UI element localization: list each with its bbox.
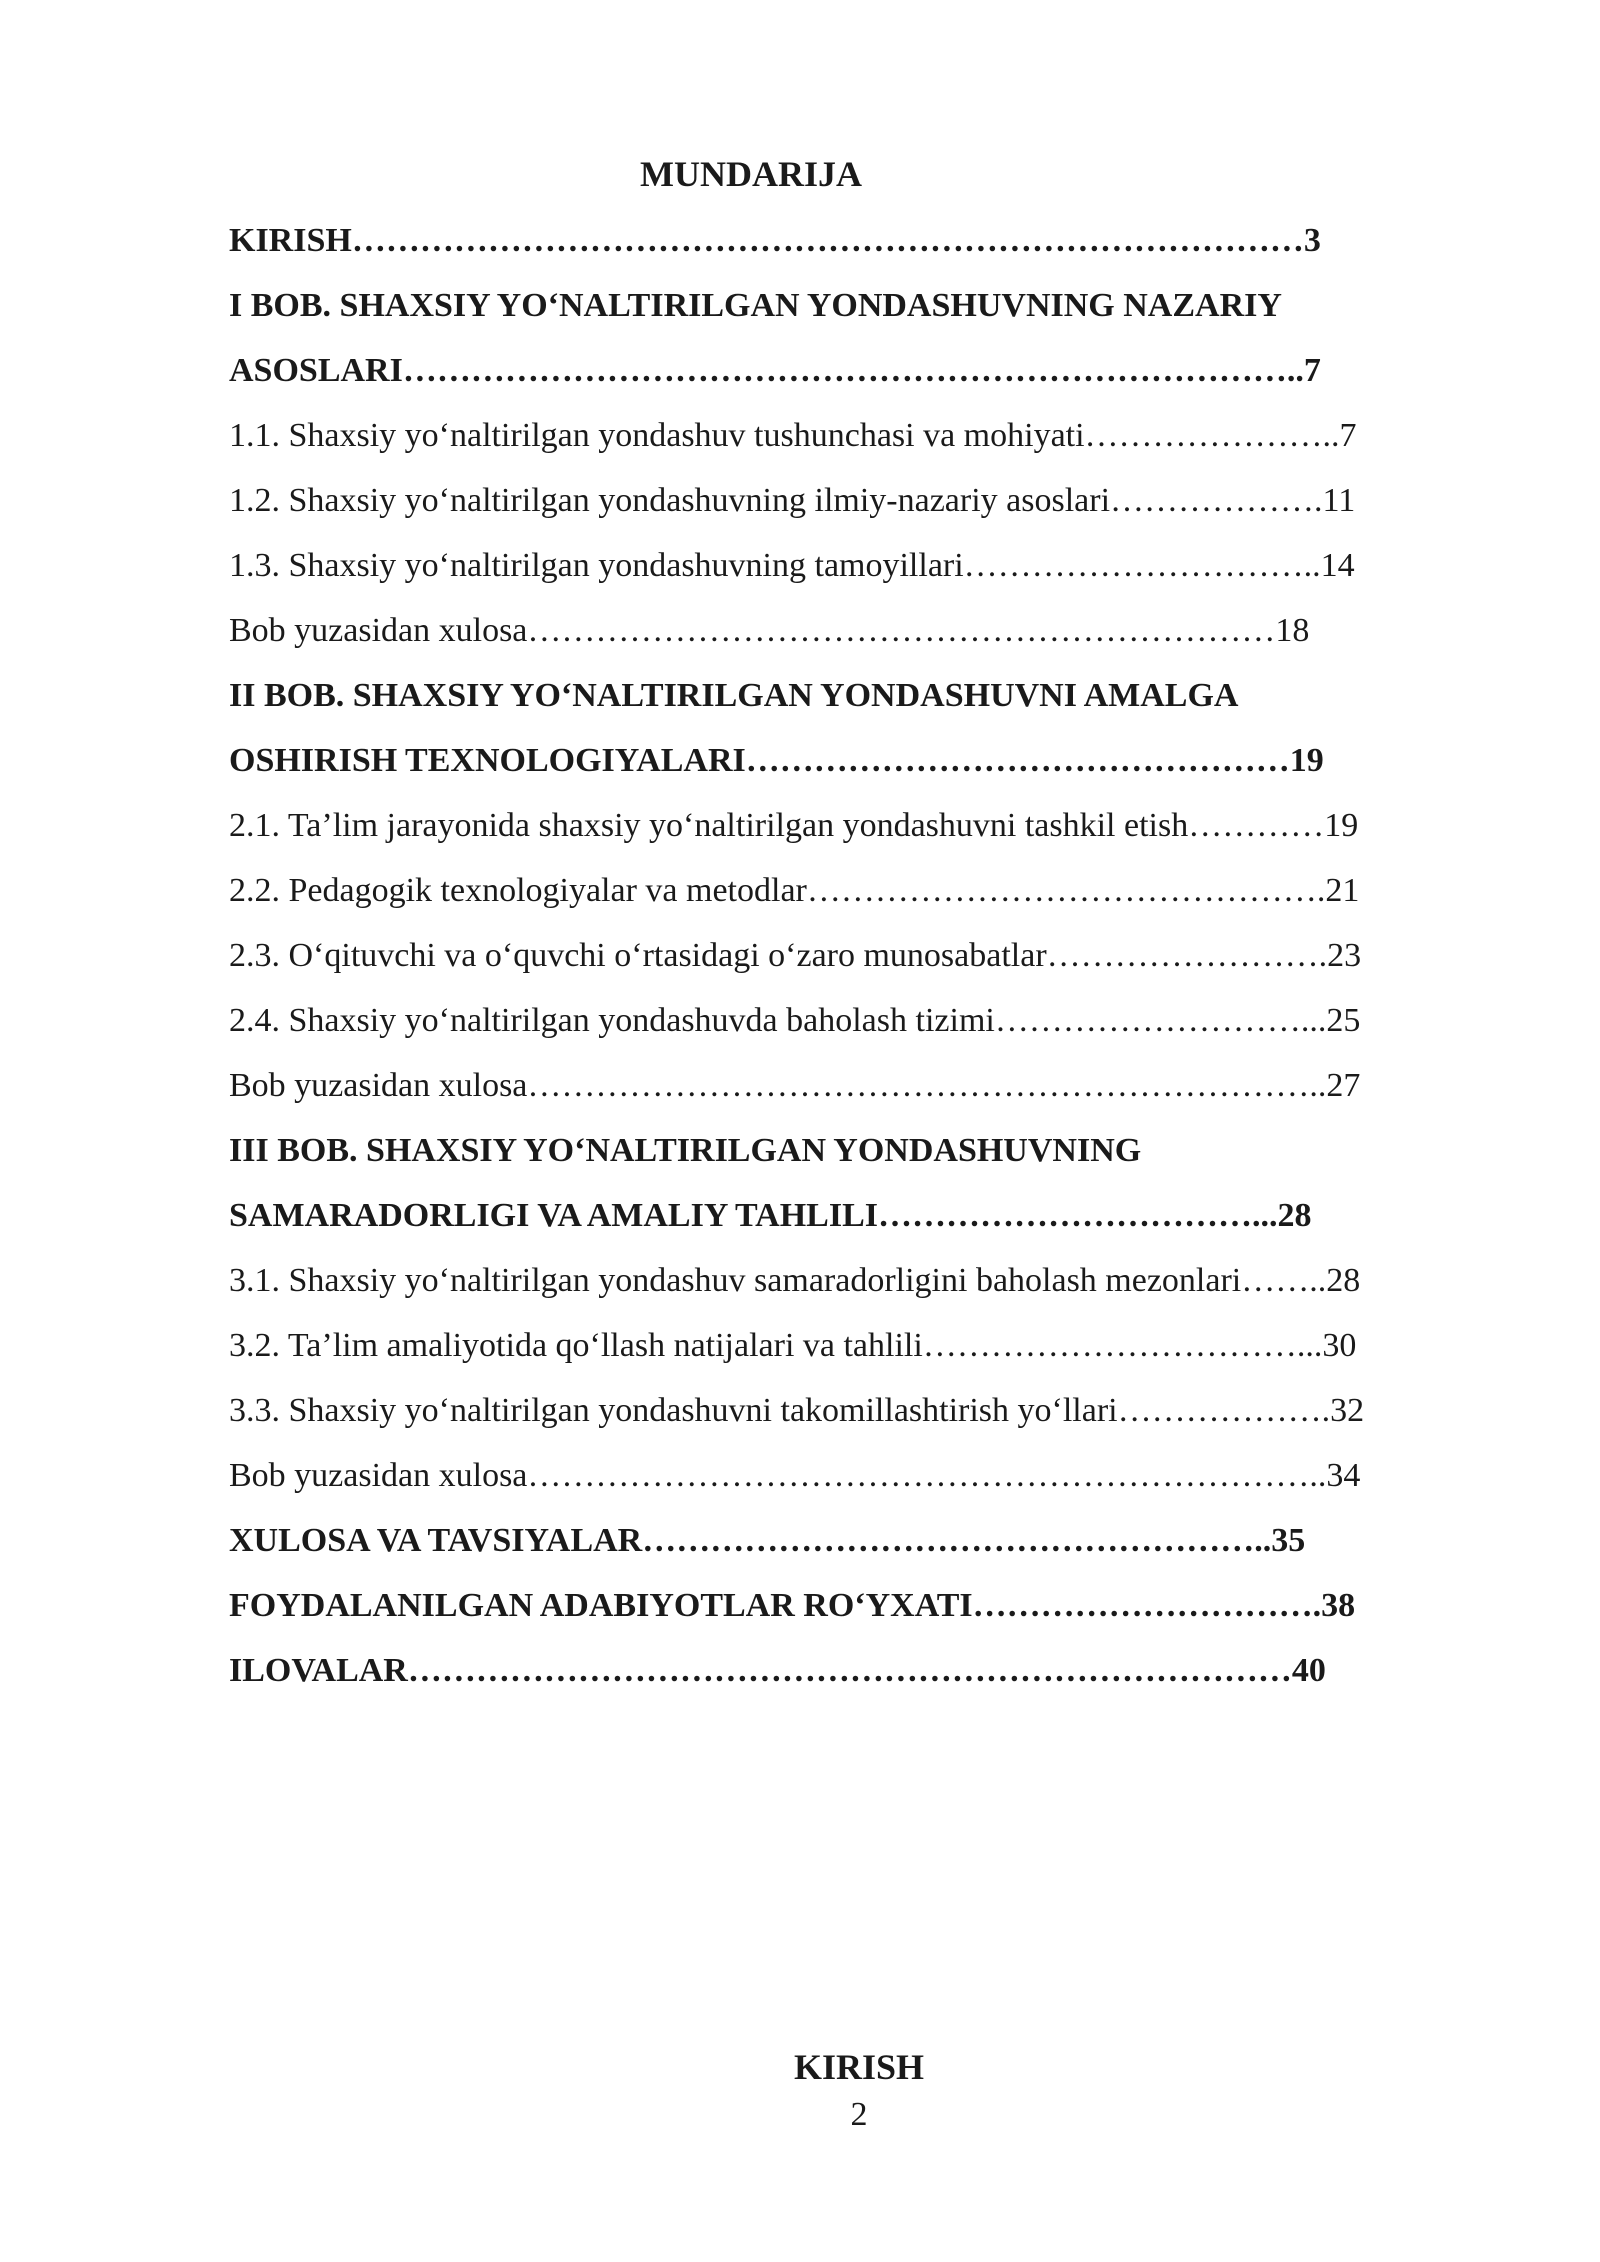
toc-entry: 2.3. O‘qituvchi va o‘quvchi o‘rtasidagi o‘zaro munosabatlar…………………….23: [229, 937, 1362, 974]
toc-entry: 1.3. Shaxsiy yo‘naltirilgan yondashuvning tamoyillari…………………………..14: [229, 547, 1355, 584]
toc-entry: I BOB. SHAXSIY YO‘NALTIRILGAN YONDASHUVNING NAZARIY: [229, 287, 1282, 324]
toc-entry: II BOB. SHAXSIY YO‘NALTIRILGAN YONDASHUVNI AMALGA: [229, 677, 1239, 714]
table-of-contents: [229, 208, 1489, 1703]
toc-title: MUNDARIJA: [640, 154, 862, 194]
toc-entry: 3.2. Ta’lim amaliyotida qo‘llash natijalari va tahlili……………………………...30: [229, 1327, 1357, 1364]
toc-entry: OSHIRISH TEXNOLOGIYALARI…………………………………………19: [229, 742, 1324, 779]
toc-entry: Bob yuzasidan xulosa……………………………………………………………..34: [229, 1457, 1361, 1494]
toc-entry: 3.1. Shaxsiy yo‘naltirilgan yondashuv samaradorligini baholash mezonlari……..28: [229, 1262, 1361, 1299]
toc-entry: ILOVALAR……………………………………………………………………40: [229, 1652, 1326, 1689]
toc-entry: III BOB. SHAXSIY YO‘NALTIRILGAN YONDASHUVNING: [229, 1132, 1142, 1169]
toc-entry: 2.1. Ta’lim jarayonida shaxsiy yo‘naltirilgan yondashuvni tashkil etish…………19: [229, 807, 1359, 844]
toc-entry: 1.1. Shaxsiy yo‘naltirilgan yondashuv tushunchasi va mohiyati…………………..7: [229, 417, 1357, 454]
page-number: 2: [850, 2096, 868, 2133]
toc-entry: XULOSA VA TAVSIYALAR………………………………………………..35: [229, 1522, 1306, 1559]
toc-entry: Bob yuzasidan xulosa……………………………………………………………..27: [229, 1067, 1361, 1104]
toc-entry: KIRISH…………………………………………………………………………3: [229, 222, 1321, 259]
toc-entry: 3.3. Shaxsiy yo‘naltirilgan yondashuvni takomillashtirish yo‘llari……………….32: [229, 1392, 1365, 1429]
toc-entry: 2.4. Shaxsiy yo‘naltirilgan yondashuvda baholash tizimi………………………...25: [229, 1002, 1361, 1039]
next-section-heading: KIRISH: [793, 2047, 925, 2087]
toc-entry: Bob yuzasidan xulosa…………………………………………………………18: [229, 612, 1310, 649]
toc-entry: ASOSLARI……………………………………………………………………..7: [229, 352, 1321, 389]
toc-entry: SAMARADORLIGI VA AMALIY TAHLILI……………………………...28: [229, 1197, 1312, 1234]
toc-entry: 2.2. Pedagogik texnologiyalar va metodlar……………………………………….21: [229, 872, 1360, 909]
toc-entry: FOYDALANILGAN ADABIYOTLAR RO‘YXATI………………………….38: [229, 1587, 1356, 1624]
toc-entry: 1.2. Shaxsiy yo‘naltirilgan yondashuvning ilmiy-nazariy asoslari……………….11: [229, 482, 1356, 519]
